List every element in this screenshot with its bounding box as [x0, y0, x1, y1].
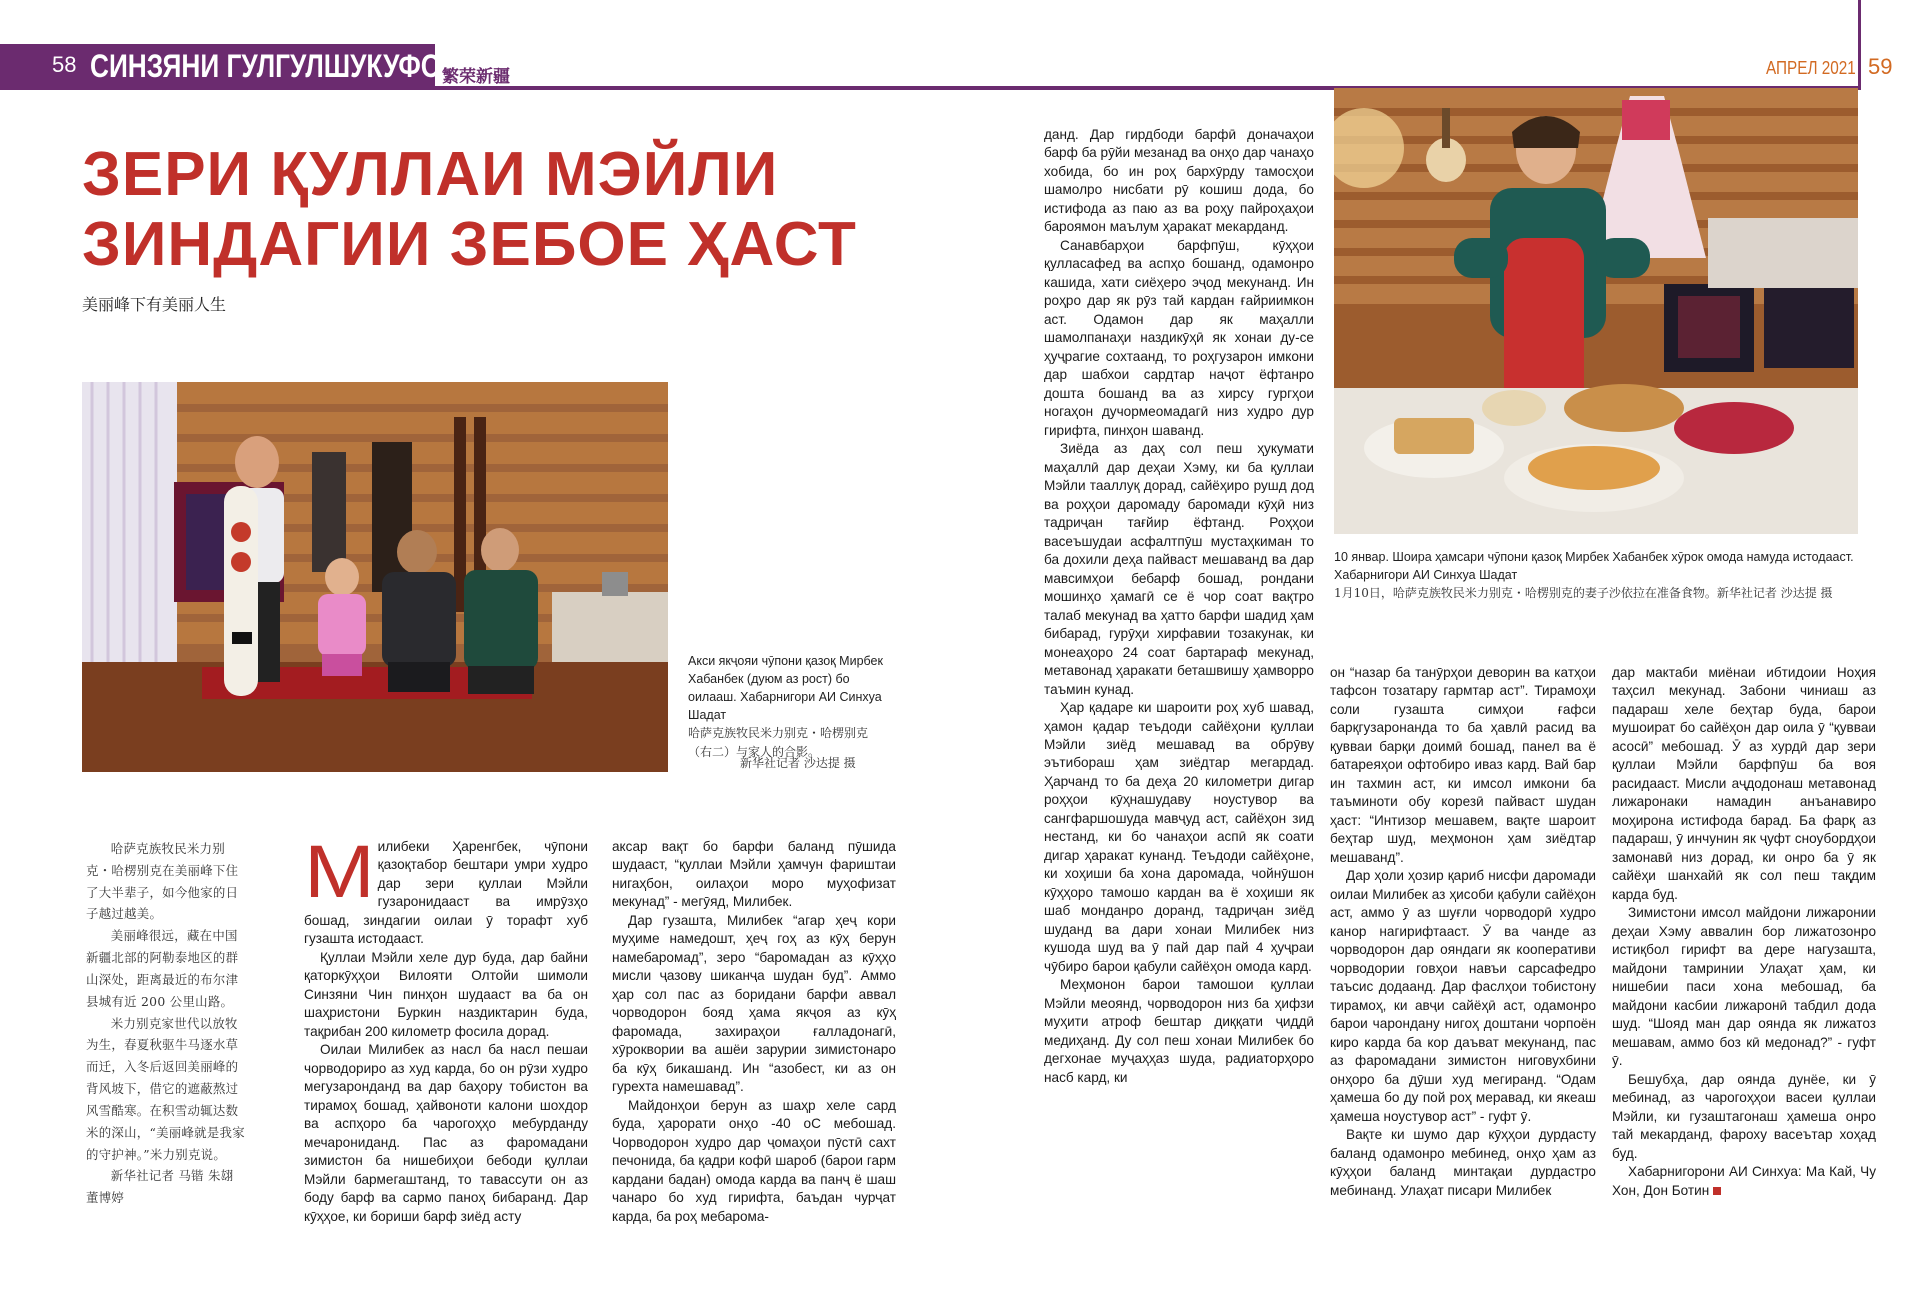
- body-paragraph: аксар вақт бо барфи баланд пӯшида шудааст, “қуллаи Мэйли ҳамчун фариштаи нигаҳбон, оилаҳои моро муҳофизат мекунад” - мегӯяд, Милибек.: [612, 839, 896, 910]
- photo2-caption: 10 январ. Шоира ҳамсари чӯпони қазоқ Мирбек Хабанбек хӯрок омода намуда истодааст. Хабарнигори АИ Синхуа Шадат: [1334, 550, 1854, 583]
- body-paragraph: Майдонҳои берун аз шаҳр хеле сард буда, ҳарорати онҳо -40 оС мебошад. Чорводорон худро дар ҷомаҳои пӯстӣ сахт печонида, ба қадри кофӣ шароб (барои гарм кардани бадан) омода карда ва панҷ ё шаш чанаро бо худ гирифта, баъдан чурҷат карда, ба роҳ мебарома-: [612, 1097, 896, 1224]
- body-column-5: [1612, 664, 1876, 1200]
- drop-cap: М: [304, 830, 375, 913]
- issue-date: АПРЕЛ 2021: [1766, 58, 1856, 78]
- cn-paragraph: 米力别克家世代以放牧为生，春夏秋驱牛马逐水草而迁，入冬后返回美丽峰的背风坡下，借它的遮蔽熬过风雪酷寒。在积雪动辄达数米的深山，“美丽峰就是我家的守护神。”米力别克说。: [86, 1015, 245, 1162]
- cn-byline: 新华社记者 马锴 朱翃 董博婷: [86, 1168, 234, 1206]
- photo2-caption-cn: 1月10日，哈萨克族牧民米力别克・哈楞别克的妻子沙依拉在准备食物。新华社记者 沙达提 摄: [1334, 586, 1833, 600]
- cn-paragraph: 美丽峰很远，藏在中国新疆北部的阿勒泰地区的群山深处，距离最近的布尔津县城有近 200 公里山路。: [86, 928, 239, 1009]
- magazine-title: СИНЗЯНИ ГУЛГУЛШУКУФОН: [90, 48, 461, 84]
- body-column-1: [304, 830, 588, 1226]
- article-title: [82, 140, 942, 280]
- page-number-left: 58: [52, 52, 77, 77]
- body-paragraph: Дар ҳоли ҳозир қариб нисфи даромади оилаи Милибек аз ҳисоби қабули сайёҳон аст, аммо ӯ аз шуғли чорводорӣ худро канор нагирифтааст. Ӯ ва чанде аз чорводорон дар ояндаги як кооперативи чорводории говҳои навъи сарсафедро таъсис додаанд. Дар фаслҳои тобистону тирамоҳ, ки авҷи сайёҳӣ аст, одамонро барои чарондану нигоҳ доштани чорпоён киро карда ба кор даъват мекунанд, пас аз фаромадани зимистон ниговухбини онҳоро ба дӯши худ мегиранд. “Одам ҳамеша бо ду пой роҳ меравад, ки якеаш ҳамеша ноустувор аст” - гуфт ӯ.: [1330, 868, 1596, 1124]
- body-column-3: [1044, 126, 1314, 1087]
- body-paragraph: Оилаи Милибек аз насл ба насл пешаи чорводориро аз худ карда, бо он рӯзи худро мегузаронданд ва дар баҳору тобистон ва тирамоҳ бошад, ҳайвоноти калони шохдор ва аспҳоро ба чарогоҳҳо мебурданду мечарониданд. Пас аз фаромадани зимистон ба нишебиҳои бебоди қуллаи Мэйли бармегаштанд, то тавассути он аз боду барф ва сармо паноҳ бибаранд. Дар кӯҳҳое, ки бориши барф зиёд асту: [304, 1042, 588, 1224]
- magazine-title-cn: 繁荣新疆: [442, 67, 510, 87]
- body-paragraph: Санавбарҳои барфпӯш, кӯҳҳои қулласафед ва аспҳо бошанд, одамонро кашида, хати сиёҳеро эҷод мекунанд. Ин роҳро дар як рӯз тай кардан ғайриимкон аст. Одамон дар як маҳалли шамолпанаҳи наздикӯҳӣ як хонаи ду-се ҳуҷрагие сохтаанд, то роҳгузарон имкони дар шабхои сардтар наҷот ёфтанро дошта бошанд ва аз хирсу гургҳои ногаҳон дучормеомадагӣ низ худро дур гирифта, пинҳон шаванд.: [1044, 237, 1314, 438]
- cn-paragraph: 哈萨克族牧民米力别克・哈楞别克在美丽峰下住了大半辈子，如今他家的日子越过越美。: [86, 841, 239, 922]
- photo1-credit-cn: 新华社记者 沙达提 摄: [740, 756, 856, 770]
- body-paragraph: Ҳар қадаре ки шароити роҳ хуб шавад, ҳамон қадар теъдоди сайёҳони қуллаи Мэйли зиёд мешавад ва обрӯву эътибораш ҳам зиёдтар мегардад. Ҳарчанд то ба деҳа 20 километри дигар роҳҳои кӯҳнашудаву ноустувор ва сангфаршошуда мавҷуд аст, сайёҳон зид нестанд, ки бо чанаҳои аспӣ як соати дигар ҳаракат кунанд. Теъдоди сайёҳоне, ки хоҳиши ба хона даромада, чойнӯшон кӯҳҳоро тамошо кардан ва ё хоҳиши як шаб монданро доранд, тадриҷан зиёд шуданд ва дари хонаи Милибек низ кушода шуд ва ӯ пай дар пай 4 ҳуҷраи чӯбиро барои қабули сайёҳон омода кард.: [1044, 700, 1314, 974]
- header-divider: [1858, 0, 1861, 90]
- end-mark: [1713, 1187, 1721, 1195]
- body-paragraph: дар мактаби миёнаи ибтидоии Ноҳия таҳсил мекунад. Забони чиниаш аз падараш хеле беҳтар буда, барои мушоират бо сайёҳон дар оила ӯ “қувваи асосӣ” мебошад. Ӯ аз хурдӣ дар зери қуллаи Мэйли барфпӯш ба воя расидааст. Мисли аҷдодонаш метавонад лижаронаки намадин анъанавиро моҳирона истифода барад. Ба фарқ аз падараш, ӯ инчунин як ҷуфт сноубордҳои замонавӣ низ дорад, ки онро ба ӯ як сайёҳи шанхайӣ як сол пеш тақдим карда буд.: [1612, 665, 1876, 902]
- article-subtitle-cn: 美丽峰下有美丽人生: [82, 295, 227, 314]
- family-photo: [82, 382, 668, 772]
- body-paragraph: Бешубҳа, дар оянда дунёе, ки ӯ мебинад, аз чарогоҳҳои васеи қуллаи Мэйли, ки гузаштагонаш ҳамеша онро тай мекарданд, фароху васеътар хоҳад буд.: [1612, 1071, 1876, 1161]
- body-paragraph: Қуллаи Мэйли хеле дур буда, дар байни қаторкӯҳҳои Вилояти Олтойи шимоли Синзяни Чин пинҳон шудааст ва ба он шаҳристони Буркин наздиктарин буда, тақрибан 200 километр фосила дорад.: [304, 949, 588, 1039]
- page-number-right: 59: [1868, 54, 1893, 79]
- food-preparation-photo: [1334, 88, 1858, 534]
- body-column-2: [612, 838, 896, 1226]
- article-title-line1: ЗЕРИ ҚУЛЛАИ МЭЙЛИ: [82, 140, 779, 209]
- chinese-summary-column: [86, 838, 246, 1209]
- body-paragraph: он “назар ба танӯрҳои деворин ва катҳои тафсон тозатару гармтар аст”. Тирамоҳи соли гузашта симҳои ғафси барқгузаронанда то ба ҳавлӣ расид ва қувваи барқи доимӣ бошад, панел ва ё батареяҳои офтобиро иваз кард. Вай бар ин тахмин аст, ки имсол имкони ба таъминоти обу корезӣ пайваст шудан ҳаст: “Интизор мешавем, вақте шароит беҳтар шуд, меҳмонон ҳам зиёдтар мешаванд”.: [1330, 665, 1596, 865]
- body-paragraph: Зимистони имсол майдони лижаронии деҳаи Хэму аввалин бор лижатозонро истиқбол гирифт ва дере нагузашта, майдони тамринии Улаҳат ҳам, ки нишебии паси хона мебошад, ба майдони касбии лижаронӣ табдил дода шуд. “Шояд ман дар оянда як лижатоз мешавам, аммо боз кӣ медонад?” - гуфт ӯ.: [1612, 905, 1876, 1069]
- photo1-caption-cn: 哈萨克族牧民米力别克・哈楞别克（右二）与家人的合影。: [688, 726, 869, 759]
- body-paragraph: Зиёда аз даҳ сол пеш ҳукумати маҳаллӣ дар деҳаи Хэму, ки ба қуллаи Мэйли тааллуқ дорад, сайёҳиро рушд дод ва роҳҳои даромаду баромади кӯҳӣ низ тадриҷан тағйир ёфтанд. Роҳҳои васеъшудаи асфалтпӯш мустаҳкиман то ба дохили деҳа пайваст мешаванд ва дар мавсимҳои бебарф бошад, рондани мошинҳо ҳамагӣ се ё чор соат вақтро талаб мекунад ва ҳатто барфи шадид ҳам бибарад, гурӯҳи хирфавии тозакунак, ки монеаҳоро 24 соат бартараф мекунад, метавонад ҳаракати беташвишу ҳамворро таъмин кунад.: [1044, 441, 1314, 697]
- body-paragraph: данд. Дар гирдбоди барфӣ доначаҳои барф ба рӯйи мезанад ва онҳо дар чанаҳо хобида, бо ин роҳ бархӯрду тамосҳои шамолро нисбати рӯ кошиш дода, бо истифода аз паю аз ва роҳу пайроҳаҳои бароямон маълум ҳаракат мекарданд.: [1044, 127, 1314, 235]
- photo1-caption: Акси якҷояи чӯпони қазоқ Мирбек Хабанбек (дуюм аз рост) бо оилааш. Хабарнигори АИ Синхуа Шадат: [688, 654, 883, 723]
- body-paragraph: Милибеки Ҳаренгбек, чӯпони қазоқтабор бештари умри худро дар зери қуллаи Мэйли гузаронидааст ва имрӯзҳо бошад, зиндагии оилаи ӯ торафт хуб гузашта истодааст.: [304, 830, 588, 947]
- body-column-4: [1330, 664, 1596, 1200]
- byline: Хабарнигорони АИ Синхуа: Ма Кай, Чу Хон, Дон Ботин: [1612, 1164, 1876, 1198]
- body-paragraph: Вақте ки шумо дар кӯҳҳои дурдасту баланд одамонро мебинед, онҳо ҳам аз кӯҳҳои баланд минтақаи дурдастро мебинанд. Улаҳат писари Милибек: [1330, 1127, 1596, 1198]
- body-paragraph: Меҳмонон барои тамошои қуллаи Мэйли меоянд, чорводорон низ ба ҳифзи муҳити атроф бештар диққати ҷиддӣ медиҳанд. Ду сол пеш хонаи Милибек бо дегхонае муҷаҳҳаз шуда, радиаторҳоро насб кард, ки: [1044, 977, 1314, 1085]
- body-paragraph: Дар гузашта, Милибек “агар ҳеҷ кори муҳиме намедошт, ҳеҷ гоҳ аз кӯҳ берун намебаромад”, зеро “баромадан аз кӯҳҳо мисли ҷазову шиканҷа шудан буд”. Аммо ҳар сол пас аз боридани барфи аввал чорводорон бояд ҳама якҷоя аз кӯҳ фаромада, захираҳои ғалладонагӣ, хӯроквории ва ашёи зарурии зимистонаро ба кӯҳ бикашанд. Ин “азобест, ки аз он гурехта намешавад”.: [612, 912, 896, 1095]
- article-title-line2: ЗИНДАГИИ ЗЕБОЕ ҲАСТ: [82, 210, 857, 280]
